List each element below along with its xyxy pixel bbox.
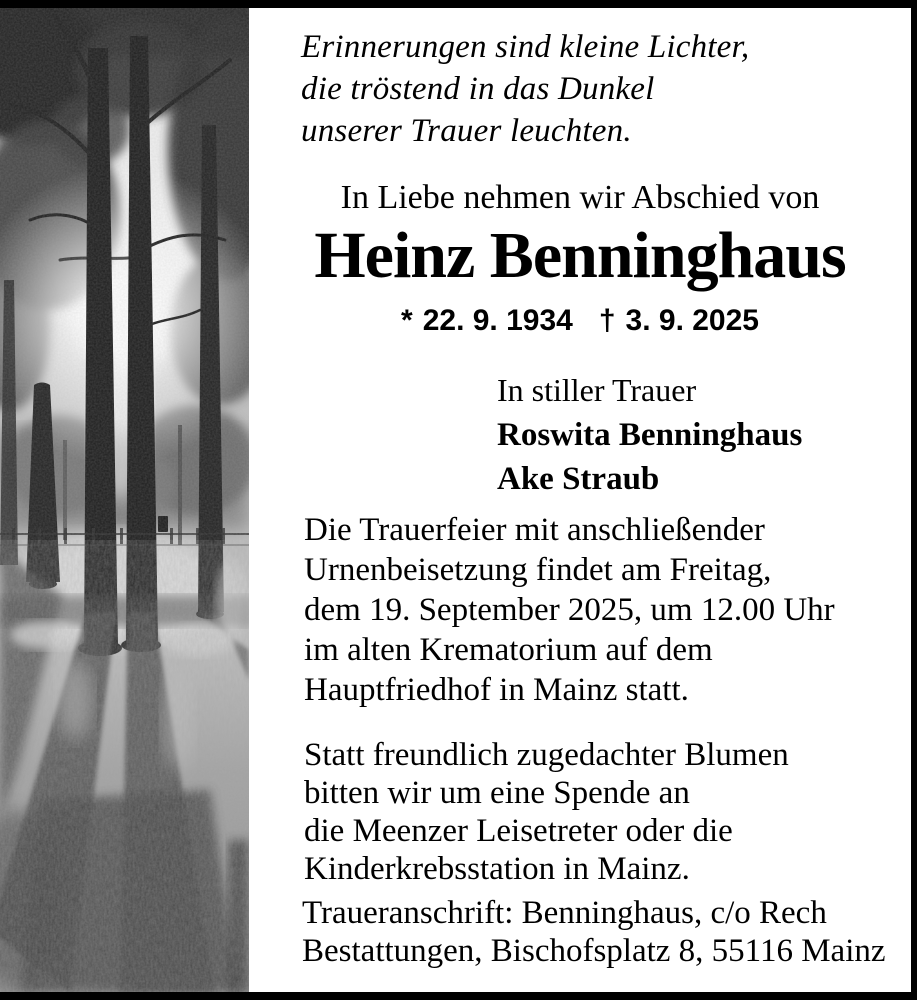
- birth-date: 22. 9. 1934: [422, 304, 573, 337]
- paragraph-line: Urnenbeisetzung findet am Freitag,: [304, 552, 772, 588]
- paragraph-line: die Meenzer Leisetreter oder die: [304, 813, 733, 849]
- mourner-name: Ake Straub: [497, 461, 660, 497]
- death-date: 3. 9. 2025: [625, 304, 759, 337]
- farewell-intro: In Liebe nehmen wir Abschied von: [340, 179, 820, 216]
- paragraph-line: dem 19. September 2025, um 12.00 Uhr: [304, 592, 835, 628]
- epigraph-poem: [301, 26, 749, 152]
- memorial-photo: [0, 0, 249, 992]
- paragraph-line: Traueranschrift: Benninghaus, c/o Rech: [302, 895, 827, 931]
- funeral-details-paragraph: [304, 510, 835, 710]
- epigraph-line: Erinnerungen sind kleine Lichter,: [301, 29, 750, 65]
- paragraph-line: Die Trauerfeier mit anschließender: [304, 512, 765, 548]
- paragraph-line: Statt freundlich zugedachter Blumen: [304, 737, 789, 773]
- mourners-heading: In stiller Trauer: [497, 372, 697, 408]
- epigraph-line: die tröstend in das Dunkel: [301, 71, 655, 107]
- death-date-group: [599, 304, 759, 337]
- mourner-name: Roswita Benninghaus: [497, 417, 803, 453]
- paragraph-line: bitten wir um eine Spende an: [304, 775, 690, 811]
- death-cross-symbol: †: [598, 304, 616, 337]
- birth-date-group: [401, 304, 573, 337]
- birth-star-symbol: *: [401, 304, 413, 337]
- paragraph-line: Hauptfriedhof in Mainz statt.: [304, 672, 689, 708]
- epigraph-line: unserer Trauer leuchten.: [301, 113, 632, 149]
- life-dates: [249, 303, 911, 339]
- donation-paragraph: [304, 736, 789, 888]
- mourning-address-paragraph: [302, 894, 886, 970]
- deceased-name: Heinz Benninghaus: [314, 219, 846, 292]
- paragraph-line: Kinderkrebsstation in Mainz.: [304, 851, 690, 887]
- frame-bottom-bar: [0, 992, 917, 1000]
- paragraph-line: Bestattungen, Bischofsplatz 8, 55116 Mainz: [302, 933, 886, 969]
- frame-right-bar: [911, 0, 917, 1000]
- trees-sunlight-illustration: [0, 0, 249, 992]
- mourners-block: [497, 368, 802, 501]
- paragraph-line: im alten Krematorium auf dem: [304, 632, 713, 668]
- frame-top-bar: [0, 0, 917, 8]
